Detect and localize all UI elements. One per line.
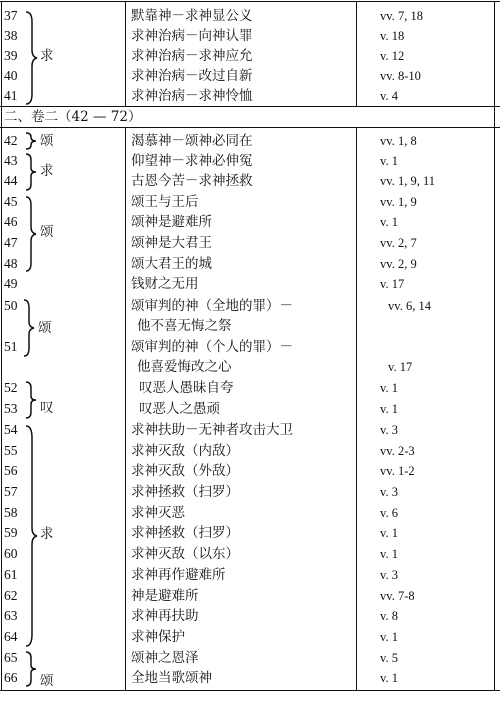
verse-reference: v. 1	[380, 402, 398, 416]
psalm-number: 62	[4, 588, 18, 603]
psalm-number: 57	[4, 484, 18, 499]
rule-left	[1, 1, 2, 691]
psalm-theme: 求神再作避难所	[131, 567, 226, 583]
psalm-number: 55	[4, 443, 18, 458]
rule-col-ref	[356, 1, 357, 106]
psalm-theme: 颂大君王的城	[131, 256, 212, 272]
psalm-number: 51	[4, 339, 18, 354]
psalm-number: 53	[4, 401, 18, 416]
verse-reference: vv. 1, 9	[380, 195, 417, 209]
group-label: 颂	[40, 224, 54, 240]
psalm-theme: 他喜爱悔改之心	[137, 359, 232, 375]
verse-reference: vv. 2, 9	[380, 257, 417, 271]
psalm-number: 37	[4, 8, 18, 23]
brace-group-1	[24, 10, 38, 106]
psalm-theme: 求神拯救（扫罗）	[131, 484, 239, 500]
psalm-number: 50	[4, 298, 18, 313]
group-label: 颂	[40, 673, 54, 689]
verse-reference	[380, 337, 490, 357]
psalm-theme: 神是避难所	[131, 588, 199, 604]
psalm-theme: 颂神是大君王	[131, 235, 212, 251]
psalm-number: 46	[4, 214, 18, 229]
psalm-number: 44	[4, 173, 18, 188]
psalm-number: 65	[4, 650, 18, 665]
verse-reference: vv. 1, 8	[380, 134, 417, 148]
psalm-number: 49	[4, 276, 18, 291]
psalm-number: 39	[4, 48, 18, 63]
psalm-theme: 求神治病－改过自新	[131, 68, 253, 84]
psalm-theme: 颂神之恩泽	[131, 650, 199, 666]
psalm-theme: 颂神是避难所	[131, 214, 212, 230]
rule-bottom	[0, 690, 500, 691]
psalm-theme: 渴慕神－颂神必同在	[131, 133, 253, 149]
verse-reference: v. 6	[380, 506, 398, 520]
psalm-number: 54	[4, 422, 18, 437]
verse-reference: v. 17	[388, 360, 413, 374]
psalm-number: 60	[4, 546, 18, 561]
verse-reference: v. 1	[380, 154, 398, 168]
group-label: 颂	[40, 133, 54, 149]
psalm-theme: 古恩今苦－求神拯救	[131, 173, 253, 189]
verse-reference: v. 3	[380, 485, 398, 499]
verse-reference: v. 3	[380, 423, 398, 437]
verse-reference: v. 4	[380, 89, 398, 103]
psalm-theme: 颂审判的神（个人的罪）－	[131, 339, 293, 355]
verse-reference: v. 1	[380, 547, 398, 561]
psalm-number: 42	[4, 133, 18, 148]
brace-group-4	[24, 195, 38, 273]
verse-reference: vv. 7-8	[380, 589, 415, 603]
psalm-theme: 求神灭敌（内敌）	[131, 443, 239, 459]
psalm-theme: 求神扶助－无神者攻击大卫	[131, 422, 293, 438]
psalm-number: 64	[4, 629, 18, 644]
verse-reference: v. 1	[380, 526, 398, 540]
brace-group-8	[24, 650, 38, 688]
group-label: 叹	[40, 400, 54, 416]
psalm-theme: 全地当歌颂神	[131, 670, 212, 686]
psalm-number: 56	[4, 463, 18, 478]
psalm-number: 43	[4, 153, 18, 168]
brace-group-2	[24, 131, 38, 151]
psalm-number: 58	[4, 505, 18, 520]
verse-reference: v. 3	[380, 568, 398, 582]
psalm-theme: 颂王与王后	[131, 194, 199, 210]
psalm-theme: 求神灭敌（以东）	[131, 546, 239, 562]
verse-reference: v. 1	[380, 381, 398, 395]
psalm-number: 52	[4, 380, 18, 395]
psalm-number: 59	[4, 525, 18, 540]
section-header: 二、卷二（42 — 72）	[4, 109, 142, 125]
psalm-theme: 仰望神－求神必伸冤	[131, 153, 253, 169]
brace-group-3	[24, 152, 38, 192]
verse-reference: vv. 1-2	[380, 464, 415, 478]
psalm-number: 45	[4, 194, 18, 209]
psalm-number	[4, 357, 26, 377]
verse-reference: v. 1	[380, 630, 398, 644]
psalm-number: 47	[4, 235, 18, 250]
psalm-theme: 求神保护	[131, 629, 185, 645]
rule-col-content-2	[125, 127, 126, 690]
verse-reference: vv. 2-3	[380, 444, 415, 458]
verse-reference: v. 8	[380, 609, 398, 623]
psalm-number	[4, 316, 26, 336]
verse-reference: v. 1	[380, 215, 398, 229]
psalm-theme: 求神灭恶	[131, 505, 185, 521]
psalm-theme: 求神灭敌（外敌）	[131, 463, 239, 479]
group-label: 求	[40, 526, 54, 542]
psalm-number: 61	[4, 567, 18, 582]
verse-reference: v. 12	[380, 49, 405, 63]
verse-reference: vv. 8-10	[380, 69, 421, 83]
psalm-theme: 求神再扶助	[131, 608, 199, 624]
psalm-number: 41	[4, 88, 18, 103]
psalm-theme: 钱财之无用	[131, 276, 199, 292]
verse-reference: vv. 7, 18	[380, 9, 423, 23]
psalm-number: 38	[4, 28, 18, 43]
rule-col-content	[125, 1, 126, 106]
verse-reference: v. 5	[380, 651, 398, 665]
psalm-number: 40	[4, 68, 18, 83]
verse-reference: v. 1	[380, 671, 398, 685]
verse-reference	[380, 316, 490, 336]
psalm-number: 66	[4, 670, 18, 685]
psalm-theme: 求神治病－求神应允	[131, 48, 253, 64]
psalm-theme: 颂审判的神（全地的罪）－	[131, 298, 293, 314]
verse-reference: vv. 6, 14	[388, 299, 431, 313]
psalm-theme: 他不喜无悔之祭	[137, 318, 232, 334]
psalm-theme: 求神治病－向神认罪	[131, 28, 253, 44]
brace-group-7	[24, 424, 38, 648]
verse-reference: vv. 1, 9, 11	[380, 174, 435, 188]
group-label: 颂	[38, 320, 52, 336]
rule-right	[494, 1, 495, 691]
psalm-theme: 求神治病－求神怜恤	[131, 88, 253, 104]
group-label: 求	[40, 163, 54, 179]
verse-reference: v. 18	[380, 29, 405, 43]
psalm-theme: 叹恶人之愚顽	[139, 401, 220, 417]
psalm-number: 48	[4, 256, 18, 271]
rule-section-bottom	[0, 127, 500, 128]
brace-group-6	[24, 380, 38, 420]
verse-reference: vv. 2, 7	[380, 236, 417, 250]
psalm-theme: 求神拯救（扫罗）	[131, 525, 239, 541]
psalm-number: 63	[4, 608, 18, 623]
rule-top	[0, 1, 500, 2]
verse-reference: v. 17	[380, 277, 405, 291]
psalm-theme: 叹恶人愚昧自夸	[139, 380, 234, 396]
psalm-theme: 默靠神－求神显公义	[131, 8, 253, 24]
group-label: 求	[40, 48, 54, 64]
